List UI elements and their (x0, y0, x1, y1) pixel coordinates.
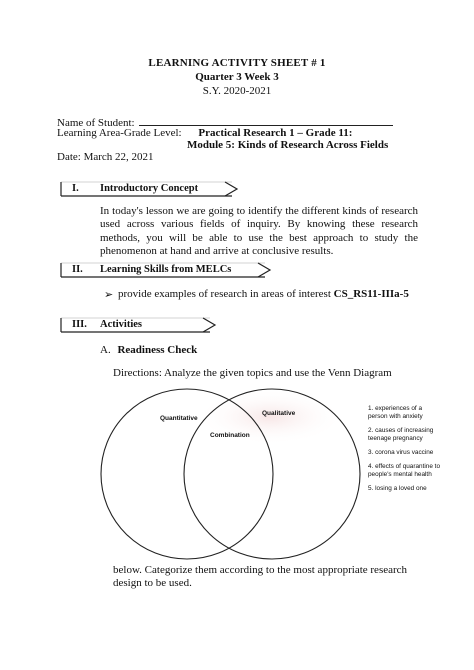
activity-title: Readiness Check (117, 344, 198, 356)
module-title: Module 5: Kinds of Research Across Fields (187, 139, 389, 151)
topics-list (368, 405, 440, 499)
student-name-blank[interactable] (139, 115, 393, 126)
arrow-bullet-icon: ➢ (104, 289, 114, 301)
skill-code: CS_RS11-IIIa-5 (333, 288, 409, 300)
section-title: Activities (100, 319, 142, 330)
learning-area-row (57, 127, 352, 139)
sheet-subtitle: Quarter 3 Week 3 (195, 71, 279, 83)
venn-label-combination: Combination (210, 432, 250, 439)
venn-label-qualitative: Qualitative (262, 410, 296, 417)
list-item: 2. causes of increasing teenage pregnancy (368, 427, 434, 442)
section-title: Learning Skills from MELCs (100, 264, 232, 275)
list-item: 3. corona virus vaccine (368, 449, 434, 456)
school-year: S.Y. 2020-2021 (202, 85, 272, 97)
activity-letter: A. (100, 344, 111, 356)
section-header-activities (60, 317, 220, 333)
list-item: 5. losing a loved one (368, 485, 427, 492)
student-name-label: Name of Student: (57, 117, 135, 129)
section-number: III. (72, 319, 87, 330)
sheet-date: Date: March 22, 2021 (57, 151, 154, 163)
section-header-learning-skills (60, 262, 275, 278)
learning-area-label: Learning Area-Grade Level: (57, 127, 182, 139)
activity-heading (100, 344, 197, 356)
section-header-introductory (60, 181, 240, 197)
venn-diagram (100, 387, 365, 567)
skill-text: provide examples of research in areas of interest (118, 288, 331, 300)
intro-paragraph: In today's lesson we are going to identify the different kinds of research used across various fields of inquiry. By knowing these research methods, you will be able to use the best approach to study the phenomenon at hand and arrive at conclusive results. (100, 205, 418, 258)
section-title: Introductory Concept (100, 183, 199, 194)
list-item: 4. effects of quarantine to people's mental health (368, 463, 441, 478)
venn-circles (100, 387, 365, 562)
section-number: II. (72, 264, 83, 275)
list-item: 1. experiences of a person with anxiety (368, 405, 423, 420)
learning-area-value: Practical Research 1 – Grade 11: (198, 127, 353, 139)
directions-text: Directions: Analyze the given topics and use the Venn Diagram (113, 367, 392, 379)
directions-continued: below. Categorize them according to the most appropriate research design to be used. (113, 564, 408, 590)
section-number: I. (72, 183, 79, 194)
skill-item (118, 288, 423, 301)
sheet-title: LEARNING ACTIVITY SHEET # 1 (148, 57, 326, 69)
venn-label-quantitative: Quantitative (160, 415, 198, 422)
